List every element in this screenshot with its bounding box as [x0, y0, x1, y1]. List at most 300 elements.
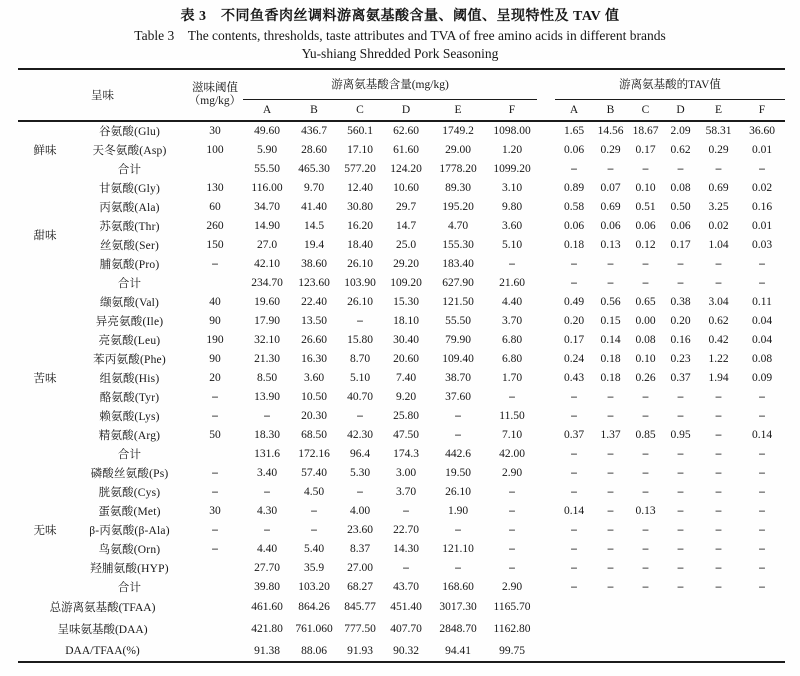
- tav-value-cell: –: [677, 409, 684, 422]
- tav-value-cell: 0.85: [635, 428, 656, 441]
- content-value-cell: 15.80: [347, 333, 373, 346]
- tav-value-cell: –: [715, 390, 722, 403]
- tav-value-cell: –: [715, 466, 722, 479]
- content-value-cell: 451.40: [390, 601, 422, 613]
- tav-value-cell: –: [607, 409, 614, 422]
- taste-group-label: 甜味: [33, 230, 57, 242]
- summary-row-label: 总游离氨基酸(TFAA): [49, 602, 156, 614]
- table-row: [18, 121, 785, 140]
- content-value-cell: 131.6: [254, 447, 280, 460]
- tav-value-cell: –: [607, 485, 614, 498]
- tav-value-cell: 0.58: [563, 200, 585, 213]
- content-value-cell: 9.20: [395, 390, 417, 403]
- content-value-cell: 4.40: [501, 295, 523, 308]
- tav-value-cell: 0.03: [751, 238, 773, 251]
- tav-value-cell: –: [642, 162, 649, 175]
- content-value-cell: 1099.20: [493, 162, 531, 175]
- content-value-cell: 103.20: [298, 580, 330, 593]
- tav-value-cell: 0.11: [752, 295, 772, 308]
- content-value-cell: 14.30: [393, 542, 419, 555]
- threshold-cell: 150: [206, 238, 224, 251]
- content-value-cell: 27.00: [347, 561, 373, 574]
- content-value-cell: 90.32: [393, 644, 419, 657]
- content-value-cell: 465.30: [298, 162, 330, 175]
- content-value-cell: –: [509, 485, 515, 498]
- threshold-cell: [187, 273, 243, 292]
- content-value-cell: 88.06: [301, 644, 327, 657]
- tav-value-cell: 0.24: [563, 352, 585, 365]
- tav-value-cell: 1.94: [708, 371, 729, 384]
- content-value-cell: 27.0: [256, 238, 278, 251]
- tav-value-cell: 0.42: [708, 333, 729, 346]
- content-value-cell: –: [509, 542, 515, 555]
- tav-value-cell: –: [571, 409, 577, 422]
- tav-value-cell: [698, 640, 739, 662]
- threshold-cell: 190: [206, 333, 224, 346]
- page-title-en-line1: Table 3 The contents, thresholds, taste attributes and TVA of free amino acids in different brands: [134, 28, 666, 43]
- content-value-cell: –: [455, 561, 461, 574]
- content-value-cell: 4.40: [256, 542, 278, 555]
- content-value-cell: 34.70: [254, 200, 280, 213]
- column-gap-spacer: [537, 292, 555, 311]
- tav-brand-header: B: [593, 99, 628, 121]
- table-row: [18, 406, 785, 425]
- content-value-cell: 9.80: [501, 200, 523, 213]
- content-value-cell: 4.00: [349, 504, 371, 517]
- tav-value-cell: 0.00: [635, 314, 656, 327]
- content-value-cell: 19.50: [445, 466, 471, 479]
- tav-value-cell: 0.23: [670, 352, 691, 365]
- tav-value-cell: –: [715, 523, 722, 536]
- content-value-cell: –: [403, 504, 409, 517]
- content-value-cell: –: [509, 561, 515, 574]
- content-value-cell: 26.10: [445, 485, 471, 498]
- tav-value-cell: [555, 618, 593, 640]
- header-taste: 呈味: [18, 69, 187, 121]
- table-row: [18, 596, 785, 618]
- tav-value-cell: 0.08: [635, 333, 656, 346]
- tav-brand-header: D: [663, 99, 698, 121]
- tav-value-cell: [663, 640, 698, 662]
- threshold-cell: 30: [209, 504, 221, 517]
- taste-group-label: 苦味: [33, 372, 57, 385]
- content-value-cell: 195.20: [442, 200, 474, 213]
- content-value-cell: 8.70: [349, 352, 371, 365]
- content-value-cell: 29.00: [445, 143, 471, 156]
- tav-value-cell: [739, 640, 785, 662]
- amino-acid-name: 赖氨酸(Lys): [99, 410, 160, 423]
- tav-value-cell: 0.07: [600, 181, 621, 194]
- amino-acid-name: 合计: [117, 163, 142, 176]
- tav-value-cell: –: [642, 580, 649, 593]
- table-row: [18, 273, 785, 292]
- threshold-cell: 40: [209, 295, 221, 308]
- tav-value-cell: –: [642, 390, 649, 403]
- tav-value-cell: 0.10: [635, 352, 656, 365]
- tav-value-cell: 0.12: [635, 238, 656, 251]
- content-value-cell: 55.50: [254, 162, 280, 175]
- tav-value-cell: 0.50: [670, 200, 691, 213]
- content-value-cell: –: [357, 314, 363, 327]
- table-row: [18, 311, 785, 330]
- tav-value-cell: –: [571, 523, 577, 536]
- tav-value-cell: –: [759, 276, 765, 289]
- tav-value-cell: 0.06: [635, 219, 656, 232]
- column-gap-spacer: [537, 273, 555, 292]
- column-gap-spacer: [537, 330, 555, 349]
- amino-acid-name: 丝氨酸(Ser): [99, 239, 160, 252]
- content-value-cell: 8.50: [256, 371, 278, 384]
- tav-value-cell: –: [607, 561, 614, 574]
- threshold-cell: –: [212, 257, 218, 270]
- tav-value-cell: –: [759, 162, 765, 175]
- content-value-cell: 42.00: [499, 447, 525, 460]
- threshold-cell: 50: [209, 428, 221, 441]
- tav-value-cell: –: [607, 390, 614, 403]
- amino-acid-name: 脯氨酸(Pro): [99, 258, 160, 271]
- tav-value-cell: –: [677, 523, 684, 536]
- tav-value-cell: 0.14: [600, 333, 621, 346]
- content-value-cell: 42.10: [254, 257, 280, 270]
- content-value-cell: 22.40: [301, 295, 327, 308]
- amino-acid-name: β-丙氨酸(β-Ala): [89, 524, 170, 537]
- tav-value-cell: 0.95: [670, 428, 691, 441]
- content-value-cell: 6.80: [501, 333, 523, 346]
- tav-value-cell: –: [607, 162, 614, 175]
- tav-value-cell: –: [715, 428, 722, 441]
- content-value-cell: 1165.70: [493, 601, 531, 613]
- threshold-cell: 20: [209, 371, 221, 384]
- content-brand-header: D: [383, 99, 429, 121]
- tav-value-cell: –: [571, 561, 577, 574]
- content-value-cell: –: [311, 523, 317, 536]
- threshold-cell: 60: [209, 200, 221, 213]
- amino-acid-name: 合计: [117, 581, 142, 594]
- tav-value-cell: 0.01: [751, 143, 773, 156]
- tav-brand-header: A: [555, 99, 593, 121]
- tav-value-cell: –: [571, 466, 577, 479]
- amino-acid-name: 甘氨酸(Gly): [98, 182, 160, 195]
- content-value-cell: 99.75: [499, 644, 525, 657]
- content-value-cell: 16.30: [301, 352, 327, 365]
- content-value-cell: 17.10: [347, 143, 373, 156]
- content-value-cell: 20.30: [301, 409, 327, 422]
- tav-value-cell: –: [715, 257, 722, 270]
- tav-value-cell: 1.37: [600, 428, 621, 441]
- content-value-cell: 3.00: [395, 466, 417, 479]
- tav-value-cell: [593, 640, 628, 662]
- content-value-cell: 116.00: [251, 181, 283, 194]
- content-value-cell: 461.60: [251, 601, 283, 613]
- content-value-cell: 4.50: [303, 485, 325, 498]
- threshold-cell: [187, 558, 243, 577]
- content-value-cell: 21.60: [499, 276, 525, 289]
- content-value-cell: 18.40: [347, 238, 373, 251]
- tav-value-cell: –: [759, 257, 765, 270]
- threshold-cell: [187, 596, 243, 618]
- content-value-cell: 109.40: [442, 352, 474, 365]
- content-value-cell: 26.60: [301, 333, 327, 346]
- tav-brand-header: C: [628, 99, 663, 121]
- content-value-cell: –: [357, 409, 363, 422]
- content-value-cell: 2848.70: [439, 623, 477, 635]
- tav-value-cell: 0.51: [635, 200, 656, 213]
- amino-acid-name: 缬氨酸(Val): [99, 296, 160, 309]
- tav-value-cell: 0.06: [563, 219, 585, 232]
- tav-value-cell: 0.37: [670, 371, 691, 384]
- content-value-cell: 18.10: [393, 314, 419, 327]
- content-value-cell: 26.10: [347, 257, 373, 270]
- amino-acid-name: 苯丙氨酸(Phe): [93, 353, 166, 366]
- content-value-cell: 38.60: [301, 257, 327, 270]
- content-value-cell: 39.80: [254, 580, 280, 593]
- tav-value-cell: –: [607, 447, 614, 460]
- amino-acid-name: 酪氨酸(Tyr): [99, 391, 160, 404]
- content-value-cell: 1749.2: [442, 125, 474, 137]
- column-gap-spacer: [537, 577, 555, 596]
- table-row: [18, 349, 785, 368]
- table-header: [18, 69, 785, 121]
- table-row: [18, 539, 785, 558]
- tav-value-cell: –: [759, 561, 765, 574]
- tav-value-cell: –: [715, 580, 722, 593]
- tav-value-cell: 14.56: [597, 125, 624, 137]
- table-row: [18, 197, 785, 216]
- content-value-cell: 30.40: [393, 333, 419, 346]
- tav-value-cell: –: [607, 580, 614, 593]
- content-value-cell: 5.30: [349, 466, 371, 479]
- tav-value-cell: –: [677, 504, 684, 517]
- content-value-cell: 18.30: [254, 428, 280, 441]
- tav-value-cell: –: [607, 257, 614, 270]
- content-brand-header: F: [487, 99, 537, 121]
- content-value-cell: 14.5: [303, 219, 325, 232]
- content-value-cell: 96.4: [349, 447, 371, 460]
- tav-value-cell: –: [715, 561, 722, 574]
- tav-value-cell: 0.17: [670, 238, 691, 251]
- tav-value-cell: –: [607, 466, 614, 479]
- tav-value-cell: 0.17: [563, 333, 585, 346]
- amino-acid-name: 精氨酸(Arg): [98, 429, 161, 442]
- content-value-cell: 1778.20: [439, 162, 477, 175]
- threshold-cell: 260: [206, 219, 224, 232]
- header-tav-group: 游离氨基酸的TAV值: [555, 69, 785, 99]
- content-value-cell: –: [264, 485, 270, 498]
- tav-value-cell: –: [677, 447, 684, 460]
- threshold-cell: 100: [206, 143, 224, 156]
- content-value-cell: 27.70: [254, 561, 280, 574]
- tav-value-cell: –: [677, 162, 684, 175]
- tav-brand-header: E: [698, 99, 739, 121]
- tav-value-cell: 0.14: [563, 504, 585, 517]
- column-gap-spacer: [537, 349, 555, 368]
- content-brand-header: A: [243, 99, 291, 121]
- table-row: [18, 425, 785, 444]
- tav-value-cell: –: [677, 561, 684, 574]
- tav-value-cell: 0.49: [563, 295, 585, 308]
- threshold-cell: [187, 640, 243, 662]
- tav-value-cell: –: [677, 390, 684, 403]
- content-value-cell: 3.60: [303, 371, 325, 384]
- tav-value-cell: –: [607, 542, 614, 555]
- column-gap-spacer: [537, 539, 555, 558]
- tav-value-cell: 0.13: [600, 238, 621, 251]
- content-value-cell: 30.80: [347, 200, 373, 213]
- content-value-cell: 14.90: [254, 219, 280, 232]
- content-value-cell: –: [264, 523, 270, 536]
- content-value-cell: 4.30: [256, 504, 278, 517]
- content-value-cell: 5.40: [303, 542, 325, 555]
- tav-value-cell: 0.56: [600, 295, 621, 308]
- content-value-cell: 11.50: [499, 409, 525, 422]
- threshold-cell: –: [212, 409, 218, 422]
- tav-value-cell: 0.29: [600, 143, 621, 156]
- tav-value-cell: [739, 618, 785, 640]
- content-value-cell: 57.40: [301, 466, 327, 479]
- content-value-cell: 91.38: [254, 644, 280, 657]
- tav-value-cell: 0.29: [708, 143, 729, 156]
- content-value-cell: 5.90: [256, 143, 278, 156]
- column-gap-spacer: [537, 444, 555, 463]
- tav-value-cell: 0.02: [708, 219, 729, 232]
- tav-value-cell: –: [571, 485, 577, 498]
- tav-value-cell: –: [715, 447, 722, 460]
- content-value-cell: –: [455, 523, 461, 536]
- tav-value-cell: [698, 618, 739, 640]
- tav-value-cell: –: [759, 466, 765, 479]
- header-threshold: [187, 69, 243, 121]
- tav-value-cell: –: [642, 466, 649, 479]
- table-row: [18, 482, 785, 501]
- tav-value-cell: [593, 618, 628, 640]
- tav-value-cell: 0.20: [563, 314, 585, 327]
- content-value-cell: 103.90: [344, 276, 376, 289]
- content-value-cell: 47.50: [393, 428, 419, 441]
- content-value-cell: 49.60: [254, 125, 280, 137]
- content-value-cell: 1.70: [501, 371, 523, 384]
- threshold-cell: [187, 444, 243, 463]
- tav-value-cell: –: [677, 257, 684, 270]
- amino-acid-name: 天冬氨酸(Asp): [92, 144, 167, 157]
- content-value-cell: 91.93: [347, 644, 373, 657]
- content-value-cell: 43.70: [393, 580, 419, 593]
- tav-value-cell: 36.60: [749, 125, 775, 137]
- tav-value-cell: 0.09: [751, 371, 773, 384]
- content-value-cell: 2.90: [501, 580, 523, 593]
- content-value-cell: 3.70: [501, 314, 523, 327]
- tav-value-cell: –: [715, 504, 722, 517]
- amino-acid-name: 组氨酸(His): [99, 372, 160, 385]
- column-gap-spacer: [537, 387, 555, 406]
- content-value-cell: –: [403, 561, 409, 574]
- tav-value-cell: 3.04: [708, 295, 729, 308]
- tav-value-cell: 0.20: [670, 314, 691, 327]
- content-value-cell: 1.90: [447, 504, 469, 517]
- tav-value-cell: 0.62: [670, 143, 691, 156]
- content-value-cell: 25.80: [393, 409, 419, 422]
- amino-acid-table: [18, 68, 785, 663]
- amino-acid-name: 蛋氨酸(Met): [98, 505, 161, 518]
- column-gap-spacer: [537, 121, 555, 140]
- tav-value-cell: [739, 596, 785, 618]
- content-value-cell: 172.16: [298, 447, 330, 460]
- threshold-cell: [187, 577, 243, 596]
- table-row: [18, 140, 785, 159]
- content-value-cell: 407.70: [390, 623, 422, 635]
- content-value-cell: 10.60: [393, 181, 419, 194]
- summary-row-label: DAA/TFAA(%): [65, 644, 140, 657]
- tav-value-cell: 0.89: [563, 181, 585, 194]
- tav-value-cell: [628, 618, 663, 640]
- tav-value-cell: 1.04: [708, 238, 729, 251]
- tav-value-cell: –: [642, 409, 649, 422]
- tav-value-cell: –: [642, 276, 649, 289]
- content-value-cell: 627.90: [442, 276, 474, 289]
- tav-value-cell: –: [607, 523, 614, 536]
- tav-value-cell: –: [571, 580, 577, 593]
- table-row: [18, 577, 785, 596]
- tav-value-cell: –: [759, 485, 765, 498]
- tav-value-cell: 0.13: [635, 504, 656, 517]
- content-value-cell: 15.30: [393, 295, 419, 308]
- table-row: [18, 330, 785, 349]
- content-value-cell: 560.1: [347, 125, 373, 137]
- tav-value-cell: [698, 596, 739, 618]
- content-value-cell: 13.50: [301, 314, 327, 327]
- content-value-cell: 62.60: [393, 125, 419, 137]
- tav-value-cell: 0.65: [635, 295, 656, 308]
- content-value-cell: 35.9: [303, 561, 325, 574]
- tav-value-cell: –: [571, 447, 577, 460]
- content-value-cell: 121.50: [442, 295, 474, 308]
- tav-value-cell: 0.06: [563, 143, 585, 156]
- table-row: [18, 640, 785, 662]
- tav-value-cell: –: [642, 257, 649, 270]
- threshold-cell: [187, 159, 243, 178]
- tav-value-cell: 0.14: [751, 428, 773, 441]
- table-row: [18, 368, 785, 387]
- tav-value-cell: –: [715, 162, 722, 175]
- column-gap-spacer: [537, 197, 555, 216]
- content-value-cell: 10.50: [301, 390, 327, 403]
- tav-value-cell: –: [607, 504, 614, 517]
- amino-acid-name: 异亮氨酸(Ile): [95, 315, 164, 328]
- tav-value-cell: –: [642, 561, 649, 574]
- content-value-cell: 6.80: [501, 352, 523, 365]
- table-row: [18, 501, 785, 520]
- threshold-cell: –: [212, 390, 218, 403]
- tav-value-cell: –: [715, 542, 722, 555]
- tav-value-cell: 1.65: [563, 125, 585, 137]
- content-brand-header: C: [337, 99, 383, 121]
- content-value-cell: 26.10: [347, 295, 373, 308]
- table-row: [18, 444, 785, 463]
- tav-value-cell: [663, 618, 698, 640]
- threshold-cell: 90: [209, 352, 221, 365]
- content-value-cell: 577.20: [344, 162, 376, 175]
- amino-acid-name: 谷氨酸(Glu): [98, 126, 160, 138]
- content-value-cell: –: [264, 409, 270, 422]
- content-value-cell: 183.40: [442, 257, 474, 270]
- column-gap-spacer: [537, 640, 555, 662]
- threshold-cell: [187, 618, 243, 640]
- content-value-cell: –: [509, 390, 515, 403]
- threshold-cell: –: [212, 485, 218, 498]
- table-row: [18, 292, 785, 311]
- tav-value-cell: 0.37: [563, 428, 585, 441]
- tav-value-cell: –: [759, 580, 765, 593]
- content-value-cell: 38.70: [445, 371, 471, 384]
